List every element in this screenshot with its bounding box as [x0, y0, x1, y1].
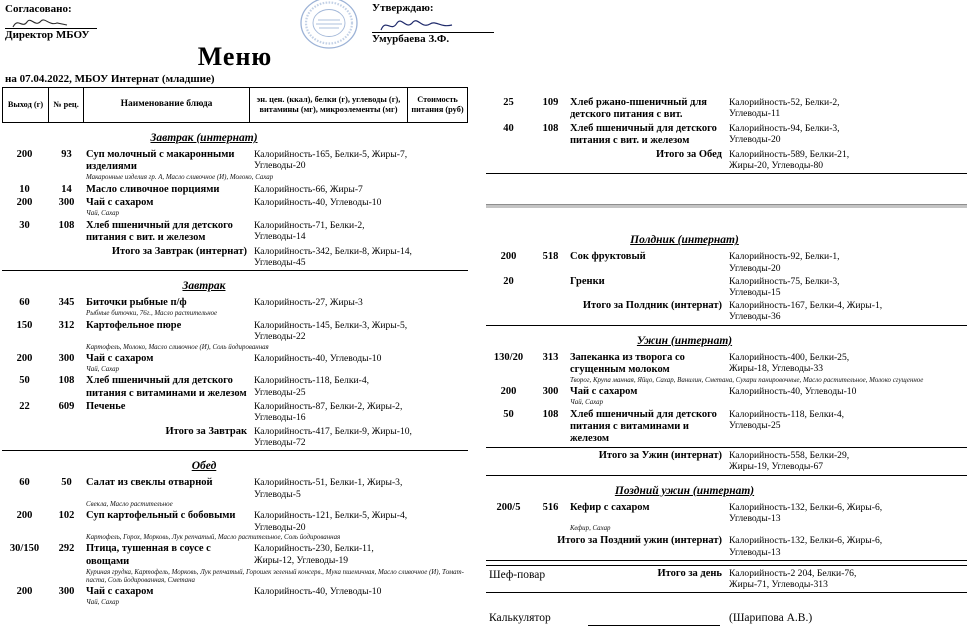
nutrition-info: Калорийность-230, Белки-11, Жиры-12, Углеводы-19 [254, 543, 374, 566]
portion-weight: 200 [16, 510, 33, 522]
nutrition-info: Калорийность-94, Белки-3, Углеводы-20 [729, 122, 840, 145]
recipe-number: 108 [58, 375, 75, 387]
total-nutrition: Калорийность-589, Белки-21, Жиры-20, Углеводы-80 [729, 148, 850, 172]
dish-name: Хлеб пшеничный для детского питания с витаминами и железом [570, 408, 717, 444]
nutrition-info: Калорийность-165, Белки-5, Жиры-7, Углеводы-20 [254, 149, 408, 172]
approved-block [372, 2, 532, 46]
portion-weight: 200 [500, 251, 517, 263]
nutrition-info: Калорийность-87, Белки-2, Жиры-2, Углеводы-16 [254, 401, 403, 424]
left-column [2, 87, 468, 608]
recipe-number: 14 [61, 183, 72, 195]
total-label: Итого за Полдник (интернат) [582, 300, 722, 312]
right-column [486, 95, 967, 597]
total-label: Итого за Поздний ужин (интернат) [557, 535, 722, 547]
dish-name: Чай с сахаром [86, 352, 154, 364]
portion-weight: 200 [16, 197, 33, 209]
portion-weight: 60 [19, 297, 30, 309]
dish-row [2, 297, 468, 318]
meal-section [2, 276, 468, 294]
total-row [486, 535, 967, 561]
dish-name: Салат из свеклы отварной [86, 477, 213, 489]
dish-name: Сок фруктовый [570, 251, 646, 263]
dish-row [486, 97, 967, 121]
dish-row [2, 197, 468, 218]
recipe-number: 108 [542, 408, 559, 420]
dish-name: Масло сливочное порциями [86, 183, 220, 195]
ingredients-note: Чай, Сахар [86, 210, 120, 218]
ingredients-note: Свекла, Масло растительное [86, 500, 173, 508]
dish-name: Чай с сахаром [86, 197, 154, 209]
meal-section [486, 331, 967, 349]
ingredients-note: Картофель, Горох, Морковь, Лук репчатый, Масло растительное, Соль йодированная [86, 534, 341, 541]
dish-row [2, 401, 468, 424]
recipe-number: 102 [58, 510, 75, 522]
recipe-number: 93 [61, 149, 72, 160]
nutrition-info: Калорийность-66, Жиры-7 [254, 183, 363, 195]
dish-name: Кефир с сахаром [570, 501, 650, 513]
recipe-number: 300 [58, 352, 75, 364]
ingredients-note: Чай, Сахар [86, 366, 120, 373]
section-title: Завтрак (интернат) [150, 132, 258, 144]
portion-weight: 10 [19, 183, 30, 195]
recipe-number: 312 [58, 319, 75, 331]
ingredients-note: Куриная грудка, Картофель, Морковь, Лук репчатый, Горошек зеленый консерв., Мука пшеничная, Масло сливочное (И), Томат-паста, Соль йодированная, Сметана [86, 568, 464, 584]
agreed-signature-line [5, 16, 97, 29]
nutrition-info: Калорийность-118, Белки-4, Углеводы-25 [729, 408, 845, 432]
nutrition-info: Калорийность-132, Белки-6, Жиры-6, Углеводы-13 [729, 501, 883, 524]
dish-row [2, 220, 468, 244]
portion-weight: 50 [503, 408, 514, 420]
dish-name: Запеканка из творога со сгущенным молоком [570, 351, 685, 375]
nutrition-info: Калорийность-40, Углеводы-10 [254, 197, 382, 209]
nutrition-info: Калорийность-118, Белки-4, Углеводы-25 [254, 375, 370, 398]
total-nutrition: Калорийность-167, Белки-4, Жиры-1, Углеводы-36 [729, 300, 883, 323]
dish-name: Хлеб пшеничный для детского питания с вит. и железом [570, 122, 717, 146]
total-label: Итого за день [657, 567, 722, 579]
dish-row [2, 375, 468, 399]
ingredients-note: Картофель, Молоко, Масло сливочное (И), Соль йодированная [86, 343, 269, 351]
header-nutrition: эн. цен. (ккал), белки (г), углеводы (г), витамины (мг), микроэлементы (мг) [249, 88, 407, 122]
total-row [486, 447, 967, 476]
nutrition-info: Калорийность-400, Белки-25, Жиры-18, Углеводы-33 [729, 351, 850, 375]
recipe-number: 345 [58, 297, 75, 309]
portion-weight: 200 [16, 585, 33, 597]
approved-name: Умурбаева З.Ф. [372, 33, 450, 46]
recipe-number: 50 [61, 477, 72, 489]
nutrition-info: Калорийность-52, Белки-2, Углеводы-11 [729, 97, 840, 120]
recipe-number: 292 [58, 543, 75, 555]
dish-row [2, 149, 468, 182]
portion-weight: 200 [500, 386, 517, 398]
recipe-number: 300 [58, 585, 75, 597]
total-row [2, 426, 468, 452]
approved-label: Утверждаю: [372, 2, 434, 14]
header-recipe: № рец. [48, 88, 83, 122]
recipe-number: 109 [542, 97, 559, 108]
ingredients-note: Рыбные биточки, 76г., Масло растительное [86, 310, 218, 318]
dish-row [486, 123, 967, 147]
total-nutrition: Калорийность-342, Белки-8, Жиры-14, Углеводы-45 [254, 245, 412, 269]
ingredients-note: Творог, Крупа манная, Яйцо, Сахар, Ванилин, Сметана, Сухари панировочные, Масло растительное, Молоко сгущенное [570, 376, 924, 384]
dish-row [2, 477, 468, 509]
recipe-number: 313 [542, 351, 559, 363]
nutrition-info: Калорийность-40, Углеводы-10 [254, 585, 382, 597]
agreed-role: Директор МБОУ [5, 29, 90, 42]
total-nutrition: Калорийность-132, Белки-6, Жиры-6, Углеводы-13 [729, 535, 883, 558]
portion-weight: 60 [19, 477, 30, 489]
portion-weight: 200 [16, 352, 33, 364]
dish-row [486, 386, 967, 407]
dish-name: Чай с сахаром [86, 585, 154, 597]
total-nutrition: Калорийность-2 204, Белки-76, Жиры-71, Углеводы-313 [729, 567, 857, 591]
total-row [486, 565, 967, 594]
dish-name: Хлеб ржано-пшеничный для детского питания с вит. [570, 97, 707, 121]
total-label: Итого за Завтрак [165, 425, 247, 437]
calculator-name: (Шарипова А.В.) [729, 612, 813, 624]
portion-weight: 22 [19, 401, 30, 413]
ingredients-note: Чай, Сахар [570, 399, 604, 407]
signature-icon [11, 15, 71, 31]
dish-name: Чай с сахаром [570, 386, 638, 398]
ingredients-note: Чай, Сахар [86, 599, 120, 606]
nutrition-info: Калорийность-75, Белки-3, Углеводы-15 [729, 275, 840, 298]
dish-name: Хлеб пшеничный для детского питания с витаминами и железом [86, 375, 247, 399]
nutrition-info: Калорийность-40, Углеводы-10 [729, 386, 857, 398]
portion-weight: 25 [503, 97, 514, 108]
left-entries [2, 128, 468, 607]
calculator-signature-line [588, 611, 720, 626]
total-label: Итого за Завтрак (интернат) [111, 245, 247, 257]
section-title: Полдник (интернат) [630, 234, 739, 247]
section-title: Обед [191, 460, 217, 473]
page-divider [486, 204, 967, 208]
section-title: Завтрак [182, 280, 226, 293]
meal-section [486, 230, 967, 248]
recipe-number: 300 [542, 386, 559, 398]
dish-name: Суп картофельный с бобовыми [86, 510, 236, 522]
ingredients-note: Кефир, Сахар [570, 525, 611, 533]
section-title: Поздний ужин (интернат) [614, 484, 755, 497]
portion-weight: 130/20 [493, 351, 524, 363]
meal-section [486, 481, 967, 499]
total-nutrition: Калорийность-558, Белки-29, Жиры-19, Углеводы-67 [729, 450, 850, 473]
portion-weight: 20 [503, 275, 514, 287]
recipe-number: 609 [58, 401, 75, 413]
meal-section [2, 128, 468, 146]
meal-section [2, 456, 468, 474]
dish-row [2, 320, 468, 352]
portion-weight: 200/5 [496, 501, 521, 513]
nutrition-info: Калорийность-71, Белки-2, Углеводы-14 [254, 219, 365, 242]
calculator-label: Калькулятор [489, 612, 551, 624]
dish-name: Картофельное пюре [86, 319, 182, 331]
dish-row [486, 251, 967, 274]
dish-name: Биточки рыбные п/ф [86, 297, 187, 309]
dish-name: Хлеб пшеничный для детского питания с вит. и железом [86, 219, 233, 243]
dish-row [2, 184, 468, 196]
dish-row [2, 586, 468, 607]
recipe-number: 300 [58, 197, 75, 209]
nutrition-info: Калорийность-145, Белки-3, Жиры-5, Углеводы-22 [254, 319, 408, 343]
recipe-number: 108 [58, 219, 75, 231]
right-entries [486, 97, 967, 593]
total-nutrition: Калорийность-417, Белки-9, Жиры-10, Углеводы-72 [254, 425, 412, 448]
total-row [2, 246, 468, 272]
dish-name: Печенье [86, 401, 126, 413]
dish-row [486, 409, 967, 445]
page-subtitle: на 07.04.2022, МБОУ Интернат (младшие) [5, 73, 215, 85]
dish-row [2, 543, 468, 584]
header-cost: Стоимость питания (руб) [407, 88, 467, 122]
nutrition-info: Калорийность-51, Белки-1, Жиры-3, Углеводы-5 [254, 477, 403, 500]
total-label: Итого за Ужин (интернат) [598, 450, 722, 461]
portion-weight: 30 [19, 219, 30, 231]
portion-weight: 200 [16, 149, 33, 160]
ingredients-note: Макаронные изделия гр. А, Масло сливочное (И), Молоко, Сахар [86, 174, 274, 182]
nutrition-info: Калорийность-27, Жиры-3 [254, 297, 363, 309]
portion-weight: 150 [16, 319, 33, 331]
nutrition-info: Калорийность-121, Белки-5, Жиры-4, Углеводы-20 [254, 510, 408, 533]
agreed-block [5, 3, 140, 42]
portion-weight: 50 [19, 375, 30, 387]
header-dish-name: Наименование блюда [83, 88, 249, 122]
page-title: Меню [197, 42, 273, 71]
dish-row [2, 510, 468, 542]
dish-row [486, 352, 967, 385]
header-portion: Выход (г) [7, 100, 44, 110]
nutrition-info: Калорийность-40, Углеводы-10 [254, 352, 382, 364]
dish-row [486, 276, 967, 299]
chef-label: Шеф-повар [489, 569, 546, 581]
portion-weight: 30/150 [9, 543, 40, 555]
dish-name: Гренки [570, 275, 605, 287]
portion-weight: 40 [503, 122, 514, 134]
approved-signature-line [372, 15, 494, 33]
dish-row [486, 502, 967, 534]
section-title: Ужин (интернат) [636, 334, 733, 347]
total-row [486, 300, 967, 326]
recipe-number: 108 [542, 122, 559, 134]
recipe-number: 516 [542, 501, 559, 513]
table-header [2, 87, 468, 123]
signature-icon [378, 15, 458, 35]
recipe-number: 518 [542, 251, 559, 263]
agreed-label: Согласовано: [5, 3, 72, 15]
dish-row [2, 353, 468, 374]
dish-name: Птица, тушенная в соусе с овощами [86, 543, 211, 567]
dish-name: Суп молочный с макаронными изделиями [86, 149, 235, 173]
total-row [486, 149, 967, 175]
total-label: Итого за Обед [655, 148, 722, 160]
nutrition-info: Калорийность-92, Белки-1, Углеводы-20 [729, 251, 840, 274]
